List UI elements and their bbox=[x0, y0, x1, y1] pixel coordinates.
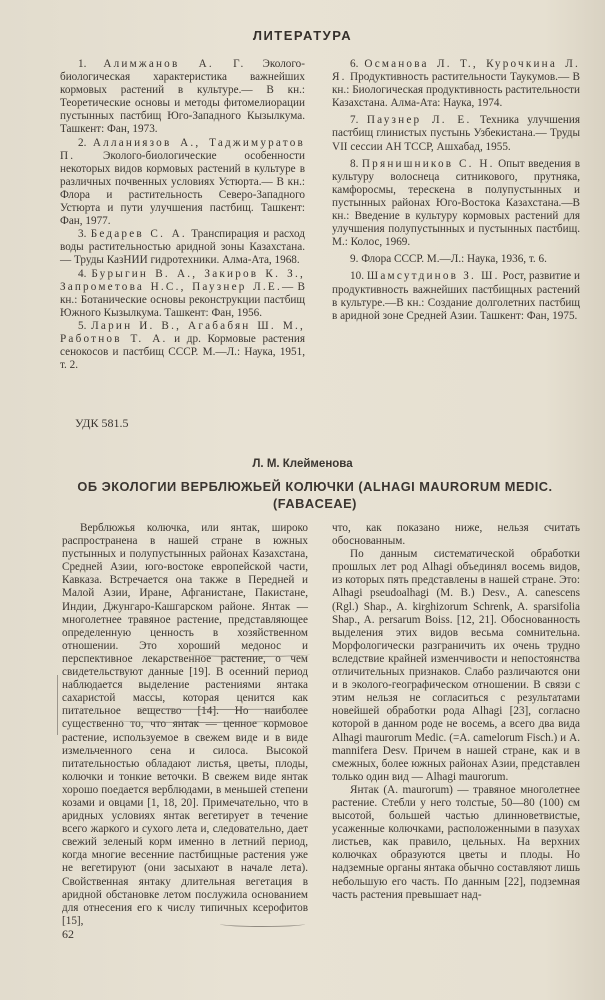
pencil-underline bbox=[190, 652, 310, 657]
reference-item: 9. Флора СССР. М.—Л.: Наука, 1936, т. 6. bbox=[350, 253, 547, 266]
references-left-column bbox=[60, 58, 305, 372]
reference-item: 10. Шамсутдинов З. Ш. Рост, развитие и продуктивность важнейших пастбищных растений в культуре.—В кн.: Создание долголетних пастбищ в аридной зоне Средней Азии. Ташкент: Фан, 1975. bbox=[332, 270, 581, 322]
pencil-margin-mark bbox=[57, 675, 58, 735]
reference-item: 7. Паузнер Л. Е. Техника улучшения пастбищ глинистых пустынь Узбекистана.— Труды VII сессии АН ТССР, Ашхабад, 1955. bbox=[332, 114, 580, 153]
reference-item: 4. Бурыгин В. А., Закиров К. З., Запрометова Н.С., Паузнер Л.Е.— В кн.: Ботанические основы реконструкции пастбищ Южного Кызылкума. Ташкент: Фан, 1956. bbox=[60, 267, 305, 319]
body-paragraph: что, как показано ниже, нельзя считать обоснованным. bbox=[332, 522, 580, 548]
body-paragraph: Верблюжья колючка, или янтак, широко распространена в нашей стране в южных пустынных и полупустынных районах Казахстана, Средней Азии, юго-востоке европейской части, Кавказа. Встречается она также в Передней и Малой Азии, Иране, Афганистане, Пакистане, Индии, Джунгаро-Кашгарском районе. Янтак — многолетнее травяное растение, представляющее определенную ценность в хозяйственном отношении. Это хороший медонос и перспективное лекарственное растение, о чем свидетельствуют данные [19]. В осенний период наблюдается выделение растениями янтака сахаристой массы, которая ценится как питательное вещество [14]. Но наиболее существенно то, что янтак — ценное кормовое растение, используемое в свежем виде и в виде измельченного сена и силоса. Высокой питательностью обладают листья, цветы, плоды, колючки и тонкие веточки. В свежем виде янтак хорошо поедается верблюдами, в меньшей степени козами и овцами [1, 18, 20]. Примечательно, что в аридных условиях янтак вегетирует в течение всего жаркого и сухого лета и, следовательно, дает свежий зеленый корм именно в летний период, когда многие весенние пастбищные растения уже не вегетируют (они засыхают в начале лета). Свойственная янтаку длительная вегетация в аридной обстановке летом послужила основанием для отнесения его к числу типичных ксерофитов [15], bbox=[62, 522, 308, 927]
article-body-right-column bbox=[332, 522, 580, 902]
reference-item: 2. Алланиязов А., Таджимуратов П. Эколого-биологические особенности некоторых видов кормовых растений в культуре в различных почвенных условиях Устюрта.— В кн.: Флора и растительность Северо-Западного Устюрта и пути улучшения пастбищ. Ташкент: Фан, 1977. bbox=[60, 136, 306, 228]
pencil-underline bbox=[120, 718, 280, 723]
reference-item: 6. Османова Л. Т., Курочкина Л. Я. Продуктивность растительности Таукумов.— В кн.: Биологическая продуктивность растительности Казахстана. Алма-Ата: Наука, 1974. bbox=[332, 58, 581, 110]
literature-heading: ЛИТЕРАТУРА bbox=[252, 28, 353, 43]
body-paragraph: Янтак (A. maurorum) — травяное многолетнее растение. Стебли у него толстые, 50—80 (100) см высотой, большей частью длинноветвистые, усаженные колючками, расположенными в пазухах листьев, как правило, цельных. На верхних колючках образуются цветы и плоды. Но надземные органы янтака обычно составляют лишь небольшую его часть. По данным [22], подземная часть растения превышает над- bbox=[332, 783, 580, 901]
reference-item: 8. Прянишников С. Н. Опыт введения в культуру волоснеца ситникового, прутняка, камфоросмы, терескена в полупустынных и пустынных районах Юго-Востока Казахстана.—В кн.: Введение в культуру кормовых растений для улучшения полупустынных и пустынных пастбищ. М.: Колос, 1969. bbox=[332, 157, 580, 249]
reference-item: 5. Ларин И. В., Агабабян Ш. М., Работнов Т. А. и др. Кормовые растения сенокосов и пастбищ СССР. М.—Л.: Наука, 1951, т. 2. bbox=[60, 319, 305, 372]
pencil-underline bbox=[140, 705, 305, 710]
article-body-left-column bbox=[62, 522, 308, 928]
body-paragraph: По данным систематической обработки прошлых лет род Alhagi объединял восемь видов, из которых пять представлены в нашей стране. Это: Alhagi pseudoalhagi (M. B.) Desv., A. canescens (Rgl.) Shap., A. kirghizorum Schrenk, A. sparsifolia Shap., A. persarum Boiss. [12, 21]. Обоснованность выделения этих видов весьма сомнительна. Морфологически разграничить их очень трудно вследствие крайней изменчивости и непостоянства отличительных признаков. Слабо различаются они и в эколого-географическом отношении. В связи с этим нельзя не согласиться с результатами новейшей обработки рода Alhagi [23], согласно которой в данном роде не восемь, а всего два вида Alhagi maurorum Medic. (=A. camelorum Fisch.) и A. mannifera Desv. Причем в нашей стране, как и в смежных, более южных районах Азии, представлен только один вид — Alhagi maurorum. bbox=[332, 548, 580, 783]
article-author: Л. М. Клейменова bbox=[252, 458, 353, 470]
pencil-underline bbox=[220, 921, 305, 927]
udk-code: УДК 581.5 bbox=[75, 416, 129, 430]
reference-item: 1. Алимжанов А. Г. Эколого-биологическая характеристика важнейших кормовых растений в культуре.— В кн.: Теоретические основы и методы фитомелиорации пустынных пастбищ Юго-Западного Кызылкума. Ташкент: Фан, 1973. bbox=[60, 58, 305, 136]
references-right-column bbox=[332, 58, 580, 327]
article-title: ОБ ЭКОЛОГИИ ВЕРБЛЮЖЬЕЙ КОЛЮЧКИ (ALHAGI MAURORUM MEDIC. (FABACEAE) bbox=[77, 479, 553, 511]
page-number: 62 bbox=[62, 927, 74, 941]
reference-item: 3. Бедарев С. А. Транспирация и расход воды растительностью аридной зоны Казахстана.— Труды КазНИИ гидротехники. Алма-Ата, 1968. bbox=[60, 228, 305, 267]
